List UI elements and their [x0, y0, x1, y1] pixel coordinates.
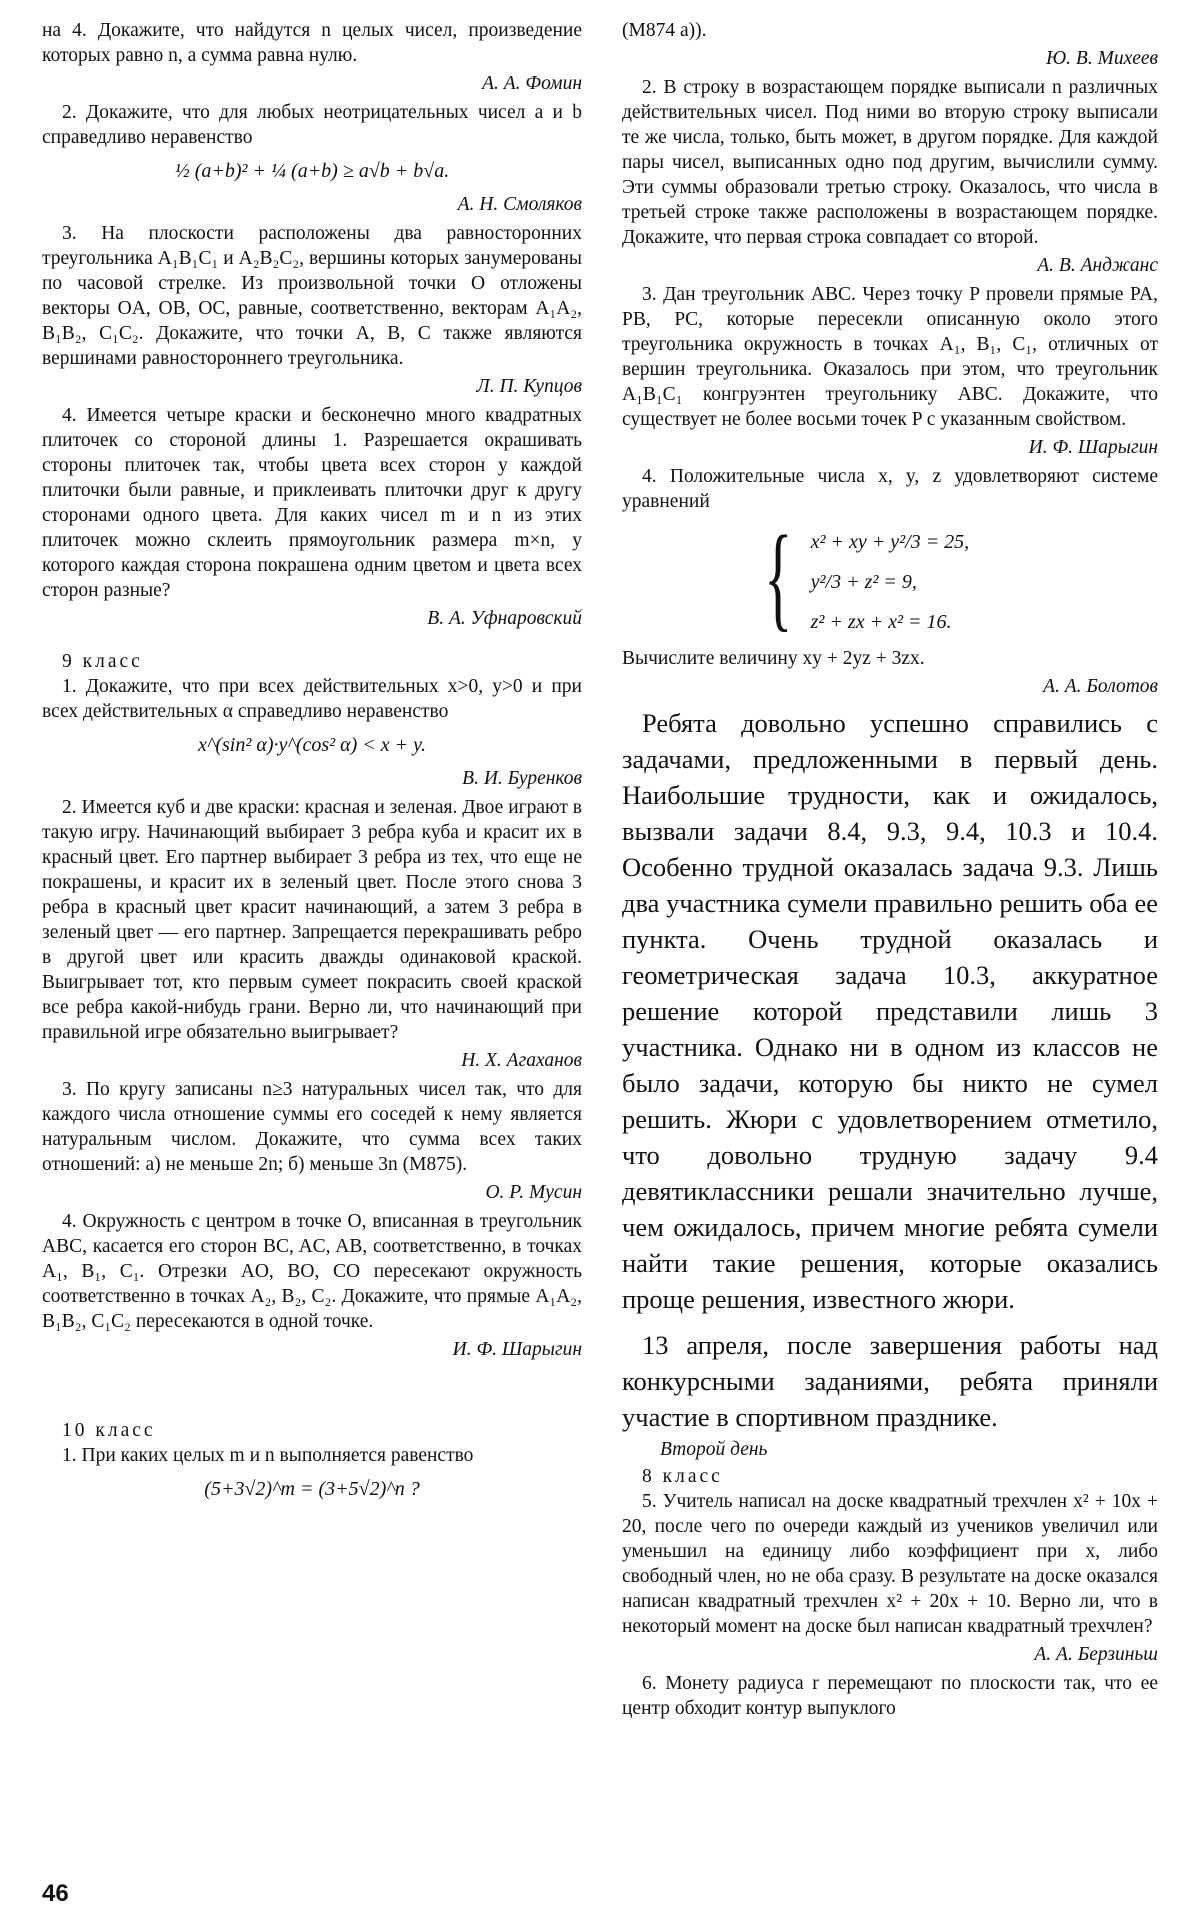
problem-text: 3. Дан треугольник ABC. Через точку P провели прямые PA, PB, PC, которые пересекли описанную около этого треугольника окружность в точках A₁, B₁, C₁, отличных от вершин треугольника. Оказалось при этом, что треугольник A₁B₁C₁ конгруэнтен треугольнику ABC. Докажите, что существует не более восьми точек P с указанным свойством.	[622, 284, 1158, 430]
problem-text: на 4. Докажите, что найдутся n целых чисел, произведение которых равно n, а сумма равна нулю.	[42, 20, 582, 66]
problem-text: (M874 а)).	[622, 20, 707, 41]
author: А. Н. Смоляков	[457, 194, 582, 215]
author: Н. Х. Агаханов	[461, 1050, 582, 1071]
equation-system	[750, 511, 1158, 642]
problem-text: 2. Имеется куб и две краски: красная и зеленая. Двое играют в такую игру. Начинающий выбирает 3 ребра куба и красит их в красный цвет. Его партнер выбирает 3 ребра из тех, что еще не покрашены, и красит их в зеленый цвет. После этого снова 3 ребра в красный цвет красит начинающий, а затем 3 ребра в зеленый цвет — его партнер. Запрещается перекрашивать ребро в другой цвет или красить дважды одинаковой краской. Выигрывает тот, кто первым сумеет покрасить своей краской все ребра какой-нибудь грани. Верно ли, что начинающий при правильной игре обязательно выигрывает?	[42, 797, 582, 1043]
class-heading: 10 класс	[62, 1420, 156, 1441]
author: В. И. Буренков	[462, 768, 582, 789]
right-column	[622, 18, 1158, 1721]
author: А. А. Берзиньш	[1034, 1644, 1158, 1665]
class-heading: 8 класс	[642, 1466, 723, 1487]
problem-text: 3. На плоскости расположены два равносторонних треугольника A₁B₁C₁ и A₂B₂C₂, вершины которых занумерованы по часовой стрелке. Из произвольной точки O отложены векторы OA, OB, OC, равные, соответственно, векторам A₁A₂, B₁B₂, C₁C₂. Докажите, что точки A, B, C также являются вершинами равностороннего треугольника.	[42, 223, 582, 369]
author: А. А. Болотов	[1043, 676, 1158, 697]
problem-text: 4. Положительные числа x, y, z удовлетворяют системе уравнений	[622, 466, 1158, 512]
formula: (5+3√2)^m = (3+5√2)^n ?	[204, 1478, 420, 1500]
problem-text: 1. При каких целых m и n выполняется равенство	[62, 1445, 474, 1466]
page-number: 46	[42, 1880, 69, 1907]
day-heading: Второй день	[660, 1439, 768, 1460]
report-paragraph: Ребята довольно успешно справились с задачами, предложенными в первый день. Наибольшие трудности, как и ожидалось, вызвали задачи 8.4, 9.3, 9.4, 10.3 и 10.4. Особенно трудной оказалась задача 9.3. Лишь два участника сумели правильно решить оба ее пункта. Очень трудной оказалась и геометрическая задача 10.3, аккуратное решение которой представили лишь 3 участника. Однако ни в одном из классов не было задачи, которую бы никто не сумел решить. Жюри с удовлетворением отметило, что довольно трудную задачу 9.4 девятиклассники решали значительно лучше, чем ожидалось, причем многие ребята сумели найти такие решения, которые оказались проще решения, известного жюри.	[622, 708, 1158, 1314]
problem-text: 4. Имеется четыре краски и бесконечно много квадратных плиточек со стороной длины 1. Разрешается окрашивать стороны плиточек так, чтобы цвета всех сторон у каждой плиточки были равные, и приклеивать плиточки друг к другу сторонами одного цвета. Для каких чисел m и n из этих плиточек можно склеить прямоугольник размера m×n, у которого каждая сторона покрашена одним цветом и цвета всех сторон разные?	[42, 405, 582, 601]
left-column	[42, 18, 582, 1510]
problem-text: 2. В строку в возрастающем порядке выписали n различных действительных чисел. Под ними во вторую строку выписали те же числа, только, быть может, в другом порядке. Для каждой пары чисел, выписанных одно под другим, вычислили сумму. Эти суммы образовали третью строку. Оказалось, что числа в третьей строке также расположены в возрастающем порядке. Докажите, что первая строка совпадает со второй.	[622, 77, 1158, 248]
problem-text: 3. По кругу записаны n≥3 натуральных чисел так, что для каждого числа отношение суммы его соседей к нему является натуральным числом. Докажите, что сумма всех таких отношений: а) не меньше 2n; б) меньше 3n (М875).	[42, 1079, 582, 1175]
equation: z² + zx + x² = 16.	[810, 611, 952, 633]
formula: ½ (a+b)² + ¼ (a+b) ≥ a√b + b√a.	[174, 160, 450, 182]
problem-text: 2. Докажите, что для любых неотрицательных чисел a и b справедливо неравенство	[42, 102, 582, 148]
author: В. А. Уфнаровский	[427, 608, 582, 629]
author: О. Р. Мусин	[485, 1182, 582, 1203]
problem-text: 5. Учитель написал на доске квадратный трехчлен x² + 10x + 20, после чего по очереди каждый из учеников увеличил или уменьшил на единицу либо коэффициент при x, либо свободный член, но не оба сразу. В результате на доске оказался написан квадратный трехчлен x² + 20x + 10. Верно ли, что в некоторый момент на доске был написан квадратный трехчлен?	[622, 1491, 1158, 1637]
report-paragraph: 13 апреля, после завершения работы над конкурсными заданиями, ребята приняли участие в спортивном празднике.	[622, 1330, 1158, 1432]
author: И. Ф. Шарыгин	[1028, 437, 1158, 458]
problem-text: Вычислите величину xy + 2yz + 3zx.	[622, 648, 925, 669]
report-text	[622, 705, 1158, 1435]
author: И. Ф. Шарыгин	[452, 1339, 582, 1360]
equation: x² + xy + y²/3 = 25,	[810, 531, 970, 553]
author: Ю. В. Михеев	[1046, 48, 1158, 69]
author: Л. П. Купцов	[476, 376, 582, 397]
brace-icon: {	[764, 511, 793, 642]
author: А. В. Анджанс	[1037, 255, 1158, 276]
author: А. А. Фомин	[482, 73, 582, 94]
problem-text: 4. Окружность с центром в точке O, вписанная в треугольник ABC, касается его сторон BC, AC, AB, соответственно, в точках A₁, B₁, C₁. Отрезки AO, BO, CO пересекают окружность соответственно в точках A₂, B₂, C₂. Докажите, что прямые A₁A₂, B₁B₂, C₁C₂ пересекаются в одной точке.	[42, 1211, 582, 1332]
formula: x^(sin² α)·y^(cos² α) < x + y.	[198, 734, 426, 756]
problem-text: 6. Монету радиуса r перемещают по плоскости так, что ее центр обходит контур выпуклого	[622, 1673, 1158, 1719]
problem-text: 1. Докажите, что при всех действительных x>0, y>0 и при всех действительных α справедливо неравенство	[42, 676, 582, 722]
class-heading: 9 класс	[62, 651, 143, 672]
equation: y²/3 + z² = 9,	[810, 571, 917, 593]
